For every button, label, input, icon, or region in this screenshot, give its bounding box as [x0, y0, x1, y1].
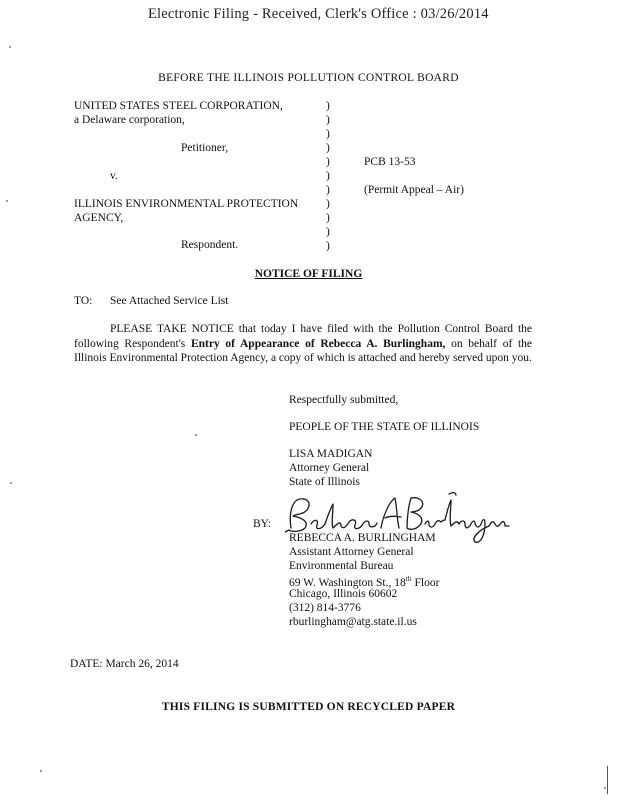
signer-bureau: Environmental Bureau [289, 560, 394, 572]
notice-body [74, 322, 532, 366]
respondent-name-line1: ILLINOIS ENVIRONMENTAL PROTECTION [74, 198, 299, 210]
signature-stroke [285, 499, 309, 532]
signature-stroke [407, 498, 423, 530]
versus-label: v. [110, 170, 118, 182]
petitioner-description: a Delaware corporation, [74, 114, 185, 126]
signer-email[interactable]: rburlingham@atg.state.il.us [289, 616, 417, 628]
scan-speck [40, 770, 42, 772]
signature-stroke [489, 522, 509, 527]
caption-bracket: ) [326, 198, 330, 210]
body-document-title: Entry of Appearance of Rebecca A. Burlingham, [190, 337, 446, 350]
signature-stroke [459, 520, 489, 543]
address-floor: Floor [411, 576, 440, 589]
attorney-general-state: State of Illinois [289, 476, 360, 488]
case-number: PCB 13-53 [364, 156, 416, 168]
notice-title: NOTICE OF FILING [254, 268, 363, 280]
scan-speck [9, 46, 11, 48]
petitioner-role: Petitioner, [181, 142, 229, 154]
party-name: PEOPLE OF THE STATE OF ILLINOIS [289, 421, 480, 433]
petitioner-name: UNITED STATES STEEL CORPORATION, [74, 100, 283, 112]
signer-address-city: Chicago, Illinois 60602 [289, 588, 398, 600]
attorney-general-title: Attorney General [289, 462, 370, 474]
case-type: (Permit Appeal – Air) [364, 184, 464, 196]
caption-bracket: ) [326, 156, 330, 168]
efiling-stamp: Electronic Filing - Received, Clerk's Office : 03/26/2014 [148, 6, 489, 22]
caption-bracket: ) [326, 212, 330, 224]
caption-bracket: ) [326, 170, 330, 182]
signature-stroke [449, 493, 456, 495]
address-superscript: th [405, 574, 412, 583]
signature-stroke [311, 504, 349, 529]
scan-speck [195, 434, 197, 436]
board-title: BEFORE THE ILLINOIS POLLUTION CONTROL BOARD [158, 72, 459, 84]
signature-stroke [349, 520, 377, 529]
scan-speck [604, 787, 606, 789]
signer-phone: (312) 814-3776 [289, 602, 361, 614]
caption-bracket: ) [326, 240, 330, 252]
signature-stroke [425, 500, 459, 527]
closing: Respectfully submitted, [289, 394, 399, 406]
scan-speck [10, 482, 12, 484]
signature-stroke [381, 498, 401, 528]
signer-address-street [289, 574, 439, 589]
attorney-general-name: LISA MADIGAN [289, 448, 373, 460]
caption-bracket: ) [326, 114, 330, 126]
address-street: 69 W. Washington St., 18 [289, 576, 406, 589]
signer-name: REBECCA A. BURLINGHAM [289, 532, 436, 544]
respondent-name-line2: AGENCY, [74, 212, 124, 224]
body-outro: on behalf of the Illinois Environmental Protection Agency, a copy of which is attached and hereby served upon you. [74, 337, 532, 365]
scan-speck [6, 200, 8, 202]
scan-edge-mark [607, 766, 608, 794]
to-label: TO: [74, 295, 93, 307]
signer-title: Assistant Attorney General [289, 546, 414, 558]
caption-bracket: ) [326, 142, 330, 154]
caption-bracket: ) [326, 184, 330, 196]
caption-bracket: ) [326, 128, 330, 140]
caption-bracket: ) [326, 100, 330, 112]
respondent-role: Respondent. [181, 239, 239, 251]
recycled-paper-note: THIS FILING IS SUBMITTED ON RECYCLED PAPER [161, 701, 456, 713]
caption-bracket: ) [326, 226, 330, 238]
by-label: BY: [253, 518, 272, 530]
body-intro: PLEASE TAKE NOTICE that today I have filed with the Pollution Control Board the following Respondent's [74, 323, 532, 350]
to-value: See Attached Service List [110, 295, 229, 307]
date-line: DATE: March 26, 2014 [70, 658, 179, 670]
